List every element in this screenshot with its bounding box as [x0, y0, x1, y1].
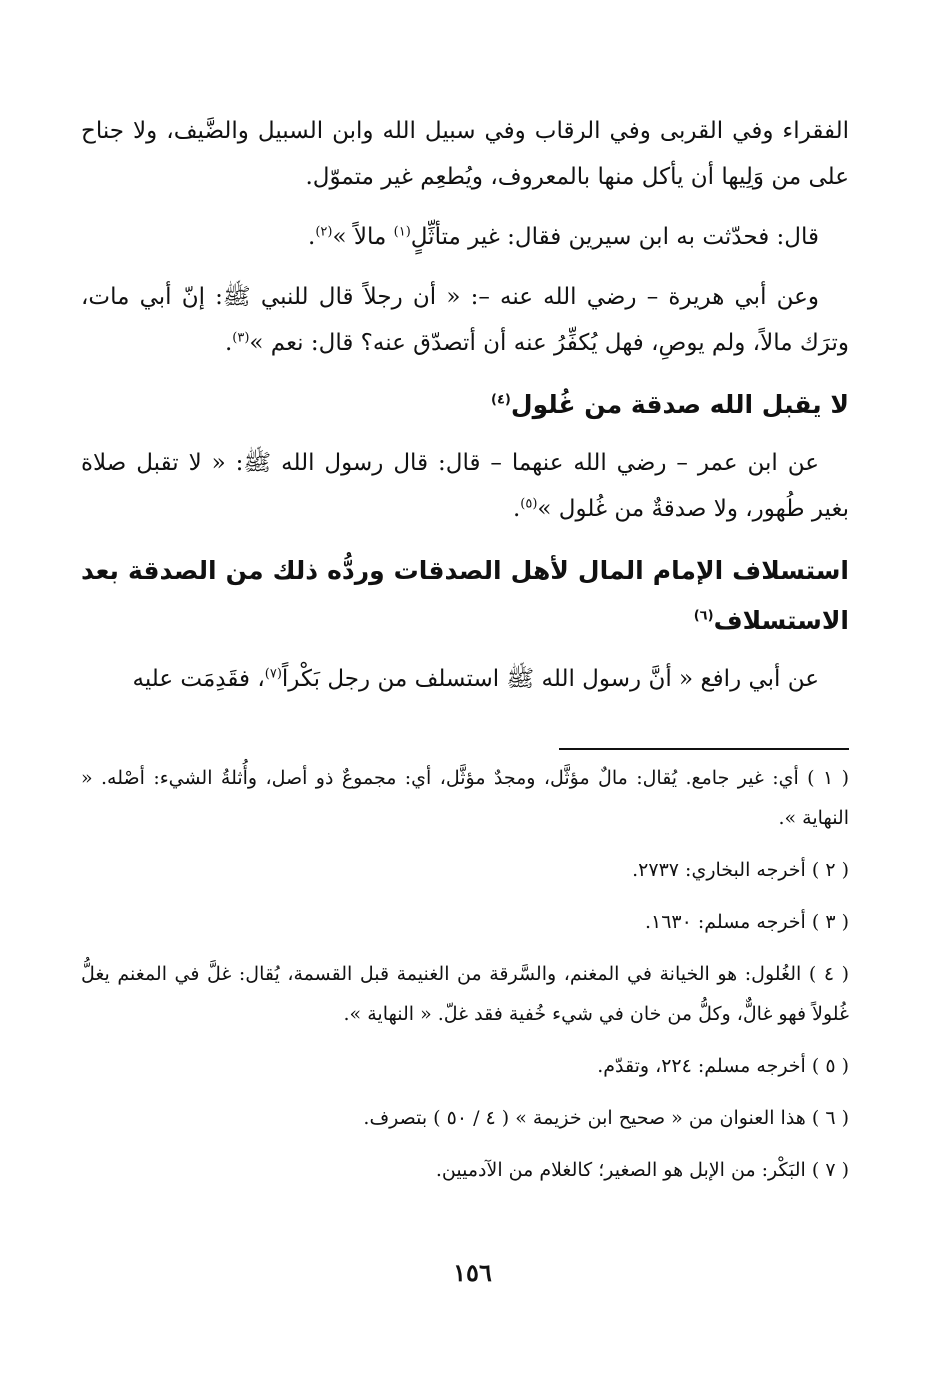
paragraph-3-text: وعن أبي هريرة – رضي الله عنه –: « أن رجلاً قال للنبي ﷺ: إنّ أبي مات، وترَك مالاً، ولم يوصِ، فهل يُكفِّرُ عنه أن أتصدّق عنه؟ قال: نعم » [81, 284, 849, 356]
paragraph-3-end: . [224, 330, 233, 356]
section-heading-1 [81, 380, 849, 430]
footnote-divider [559, 748, 849, 750]
footnote-ref-4: (٤) [491, 392, 511, 408]
paragraph-4-text: عن ابن عمر – رضي الله عنهما – قال: قال رسول الله ﷺ: « لا تقبل صلاة بغير طُهور، ولا صدقةٌ من غُلول » [81, 450, 849, 522]
footnote-7: ( ٧ ) البَكْر: من الإبل هو الصغير؛ كالغلام من الآدميين. [435, 1159, 849, 1181]
paragraph-2-text: قال: فحدّثت به ابن سيرين فقال: غير متأثِّلٍ [410, 224, 819, 250]
paragraph-2 [81, 214, 849, 260]
footnote-ref-3: (٣) [232, 330, 250, 346]
footnote-ref-2: (٢) [315, 224, 333, 240]
footnote-ref-7: (٧) [264, 666, 282, 682]
paragraph-2-text-2: مالاً » [332, 224, 394, 250]
footnote-1: ( ١ ) أي: غير جامع. يُقال: مالٌ مؤثَّل، ومجدٌ مؤثَّل، أي: مجموعٌ ذو أصل، وأُثلةُ الشيء: أصْله. « النهاية ». [81, 767, 849, 829]
paragraph-4-end: . [512, 496, 521, 522]
footnote-ref-5: (٥) [520, 496, 538, 512]
footnote-5: ( ٥ ) أخرجه مسلم: ٢٢٤، وتقدّم. [597, 1055, 849, 1077]
paragraph-3 [81, 274, 849, 366]
paragraph-5-text: عن أبي رافع « أنَّ رسول الله ﷺ استسلف من رجل بَكْراً [281, 666, 819, 692]
section-heading-2 [81, 546, 849, 646]
footnote-ref-6: (٦) [693, 608, 714, 624]
paragraph-5-end: ، فقَدِمَت عليه [132, 666, 265, 692]
section-heading-1-text: لا يقبل الله صدقة من غُلول [510, 390, 849, 419]
paragraph-1: الفقراء وفي القربى وفي الرقاب وفي سبيل الله وابن السبيل والضَّيف، ولا جناح على من وَلِيها أن يأكل منها بالمعروف، ويُطعِم غير متموّل. [81, 118, 849, 190]
paragraph-4 [81, 440, 849, 532]
footnote-6: ( ٦ ) هذا العنوان من « صحيح ابن خزيمة » ( ٤ / ٥٠ ) بتصرف. [363, 1107, 849, 1129]
footnotes [81, 758, 849, 1202]
footnote-3: ( ٣ ) أخرجه مسلم: ١٦٣٠. [644, 911, 849, 933]
paragraph-2-end: . [308, 224, 316, 250]
main-text [81, 108, 849, 716]
page-number: ١٥٦ [453, 1258, 492, 1287]
paragraph-5 [81, 656, 849, 702]
section-heading-2-text: استسلاف الإمام المال لأهل الصدقات وردُّه ذلك من الصدقة بعد الاستسلاف [81, 556, 849, 635]
footnote-2: ( ٢ ) أخرجه البخاري: ٢٧٣٧. [632, 859, 849, 881]
footnote-4: ( ٤ ) الغُلول: هو الخيانة في المغنم، والسَّرقة من الغنيمة قبل القسمة، يُقال: غلَّ في المغنم يغلُّ غُلولاً فهو غالٌّ، وكلُّ من خان في شيء خُفية فقد غلّ. « النهاية ». [81, 963, 849, 1025]
footnote-ref-1: (١) [393, 224, 411, 240]
